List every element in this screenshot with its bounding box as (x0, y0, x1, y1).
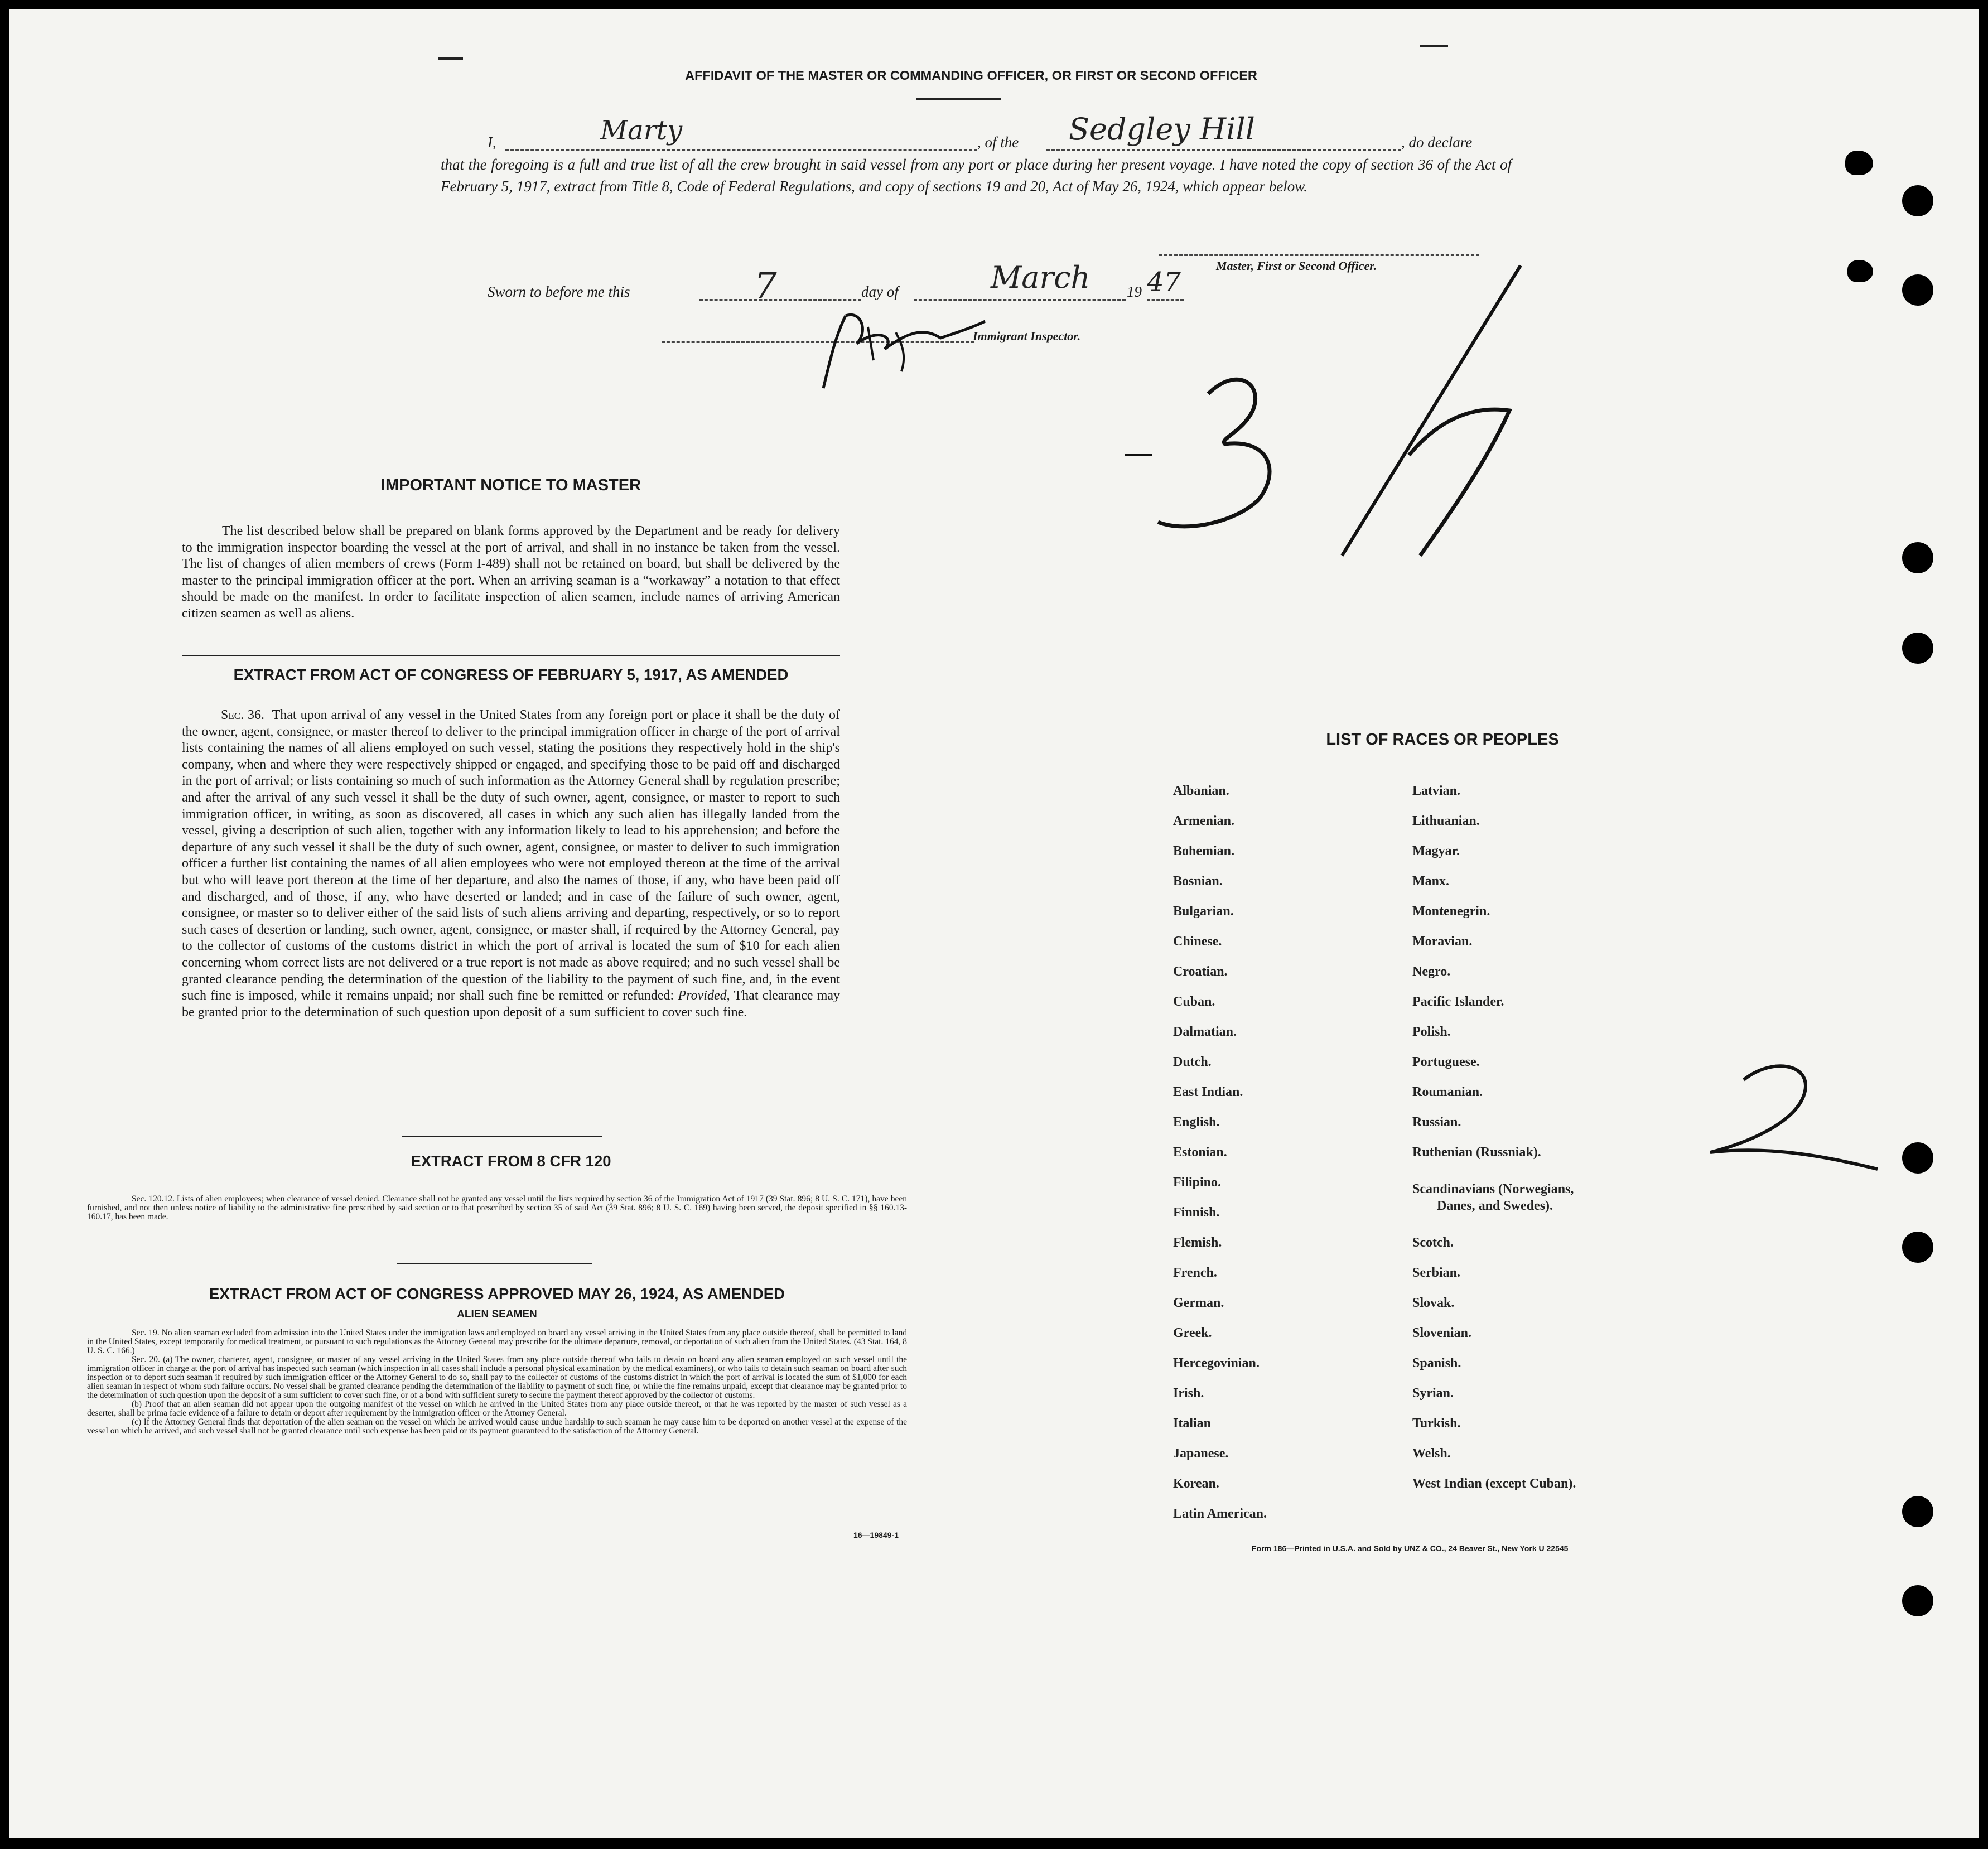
race-item: Dutch. (1173, 1055, 1212, 1069)
extract-1924-title: EXTRACT FROM ACT OF CONGRESS APPROVED MAY 26, 1924, AS AMENDED (209, 1285, 785, 1302)
race-item: Scotch. (1412, 1235, 1454, 1250)
notice-divider (182, 655, 840, 656)
binder-hole (1902, 185, 1933, 216)
affiant-name-line (505, 149, 977, 151)
race-item: Magyar. (1412, 844, 1460, 858)
race-item: Korean. (1173, 1476, 1219, 1491)
race-item: Negro. (1412, 964, 1451, 979)
binder-hole (1902, 633, 1933, 664)
vessel-name-line (1046, 149, 1401, 151)
extract-cfr-body: Sec. 120.12. Lists of alien employees; when clearance of vessel denied. Clearance shall not be granted any vessel until the lists required by section 36 of the Immigration Act of 1917 (39 Stat. 896; 8 U. S. C. 171), have been furnished, and not then unless notice of liability to the administrative fine prescribed by said section or to that prescribed by section 35 of said Act (39 Stat. 896; 8 U. S. C. 169) having been served, the deposit specified in §§ 160.13-160.17, has been made. (87, 1194, 907, 1222)
form-code: 16—19849-1 (853, 1531, 899, 1539)
race-item: French. (1173, 1266, 1217, 1280)
stray-mark (438, 57, 463, 60)
race-item: Russian. (1412, 1115, 1461, 1129)
race-item: Montenegrin. (1412, 904, 1490, 919)
binder-hole (1902, 1142, 1933, 1174)
sec-36-label: Sec. 36. (221, 708, 265, 722)
race-item: English. (1173, 1115, 1220, 1129)
cfr-divider-bottom (397, 1263, 592, 1264)
race-item: West Indian (except Cuban). (1412, 1476, 1576, 1491)
extract-1917-body (182, 707, 840, 1021)
race-item: Ruthenian (Russniak). (1412, 1145, 1541, 1160)
cfr-divider-top (402, 1136, 602, 1137)
extract-1917-title: EXTRACT FROM ACT OF CONGRESS OF FEBRUARY 5, 1917, AS AMENDED (233, 666, 789, 683)
race-item: Hercegovinian. (1173, 1356, 1260, 1370)
race-item: Latin American. (1173, 1507, 1267, 1521)
page-number-handwritten (1125, 254, 1548, 567)
inspector-signature (812, 293, 991, 394)
extract-cfr-title: EXTRACT FROM 8 CFR 120 (411, 1152, 611, 1170)
race-item: Pacific Islander. (1412, 994, 1504, 1009)
race-item: Bohemian. (1173, 844, 1235, 858)
binder-hole (1902, 274, 1933, 306)
sworn-day-handwritten: 7 (754, 265, 777, 307)
extract-1924-body (87, 1329, 907, 1436)
race-item: Danes, and Swedes). (1437, 1199, 1553, 1213)
race-item: Slovak. (1412, 1296, 1455, 1310)
race-item: Turkish. (1412, 1416, 1461, 1431)
race-item: Roumanian. (1412, 1085, 1483, 1099)
sworn-label: Sworn to before me this (488, 283, 630, 300)
race-item: Greek. (1173, 1326, 1212, 1340)
race-item: Cuban. (1173, 994, 1215, 1009)
race-item: Portuguese. (1412, 1055, 1480, 1069)
sec-20c-paragraph: (c) If the Attorney General finds that deportation of the alien seaman on the vessel on which he arrived would cause undue hardship to such seaman he may cause him to be deported on another vessel at the expense of the vessel on which he arrived, and such vessel shall not be granted clearance until such expense has been paid or its payment guaranteed to the satisfaction of the Attorney General. (87, 1417, 907, 1436)
vessel-name-handwritten: Sedgley Hill (1069, 112, 1255, 147)
proviso-text: That clearance may be granted prior to the determination of such question upon deposit of a sum sufficient to cover such fine. (182, 988, 841, 1020)
race-item: Bosnian. (1173, 874, 1223, 889)
affidavit-title: AFFIDAVIT OF THE MASTER OR COMMANDING OFFICER, OR FIRST OR SECOND OFFICER (685, 68, 1257, 83)
binder-hole (1902, 1232, 1933, 1263)
race-item: Estonian. (1173, 1145, 1227, 1160)
race-item: Irish. (1173, 1386, 1204, 1401)
race-item: Polish. (1412, 1025, 1451, 1039)
race-item: Flemish. (1173, 1235, 1222, 1250)
race-item: Filipino. (1173, 1175, 1222, 1190)
race-item: Croatian. (1173, 964, 1228, 979)
race-item: Scandinavians (Norwegians, (1412, 1182, 1574, 1196)
race-item: Spanish. (1412, 1356, 1461, 1370)
title-divider (916, 98, 1001, 100)
binder-hole (1902, 1496, 1933, 1527)
binder-hole (1847, 260, 1873, 282)
race-item: East Indian. (1173, 1085, 1243, 1099)
handwritten-2-mark (1699, 1058, 1883, 1180)
race-item: Slovenian. (1412, 1326, 1472, 1340)
extract-1924-subtitle: ALIEN SEAMEN (457, 1309, 537, 1320)
declare-label: , do declare (1401, 134, 1473, 151)
races-title: LIST OF RACES OR PEOPLES (1326, 731, 1559, 749)
race-item: Manx. (1412, 874, 1449, 889)
race-item: Moravian. (1412, 934, 1473, 949)
race-item: Serbian. (1412, 1266, 1461, 1280)
day-of-label: day of (861, 283, 899, 300)
race-item: Albanian. (1173, 784, 1229, 798)
race-item: Armenian. (1173, 814, 1234, 828)
race-item: German. (1173, 1296, 1224, 1310)
master-title: Master, First or Second Officer. (1216, 259, 1377, 273)
of-the-label: , of the (977, 134, 1019, 151)
year-prefix: 19 (1127, 283, 1142, 300)
binder-hole (1902, 542, 1933, 573)
sec-19-paragraph: Sec. 19. No alien seaman excluded from admission into the United States under the immigration laws and employed on board any vessel arriving in the United States from any place outside thereof, shall be permitted to land in the United States, except temporarily for medical treatment, or pursuant to such regulations as the Attorney General may prescribe for the ultimate departure, removal, or deportation of such alien from the United States. (43 Stat. 164, 8 U. S. C. 166.) (87, 1328, 907, 1355)
race-item: Finnish. (1173, 1205, 1220, 1220)
binder-hole (1902, 1585, 1933, 1616)
proviso-label: Provided, (678, 988, 730, 1003)
race-item: Japanese. (1173, 1446, 1229, 1461)
race-item: Chinese. (1173, 934, 1222, 949)
sec-20b-paragraph: (b) Proof that an alien seaman did not appear upon the outgoing manifest of the vessel on which he arrived in the United States from any place outside thereof, or that he was reported by the master of such vessel as a deserter, shall be prima facie evidence of a failure to detain or deport after requirement by the immigration officer or the Attorney General. (87, 1399, 907, 1418)
inspector-label: Immigrant Inspector. (973, 329, 1081, 343)
race-item: Dalmatian. (1173, 1025, 1237, 1039)
printer-footer: Form 186—Printed in U.S.A. and Sold by UNZ & CO., 24 Beaver St., New York U 22545 (1252, 1544, 1569, 1553)
affiant-name-handwritten: Marty (600, 115, 683, 146)
race-item: Italian (1173, 1416, 1212, 1431)
race-item: Lithuanian. (1412, 814, 1480, 828)
race-item: Syrian. (1412, 1386, 1454, 1401)
affidavit-declaration: that the foregoing is a full and true list of all the crew brought in said vessel from any port or place during her present voyage. I have noted the copy of section 36 of the Act of February 5, 1917, extract from Title 8, Code of Federal Regulations, and copy of sections 19 and 20, Act of May 26, 1924, which appear below. (441, 156, 1512, 195)
sworn-month-handwritten: March (991, 260, 1090, 295)
sec-20a-paragraph: Sec. 20. (a) The owner, charterer, agent, consignee, or master of any vessel arriving in the United States from any place outside thereof who fails to detain on board any alien seaman employed on such vessel until the immigration officer in charge at the port of arrival has inspected such seaman (which inspection in all cases shall include a personal physical examination by the medical examiners), or who fails to detain such seaman on board after such inspection or to deport such seaman if required by such immigration officer or the Attorney General to do so, shall pay to the collector of customs of the customs district in which the port of arrival is located the sum of $1,000 for each alien seaman in respect of whom such failure occurs. No vessel shall be granted clearance pending the determination of the liability to payment of such fine, or while the fine remains unpaid, except that clearance may be granted prior to the determination of such question upon the deposit of a sum sufficient to cover such fine, or of a bond with sufficient surety to secure the payment thereof approved by the collector of customs. (87, 1355, 907, 1400)
stray-mark (1420, 45, 1448, 47)
notice-body: The list described below shall be prepared on blank forms approved by the Department and be ready for delivery to the immigration inspector boarding the vessel at the port of arrival, and shall in no instance be taken from the vessel. The list of changes of alien members of crews (Form I-489) shall not be retained on board, but shall be delivered by the master to the principal immigration officer at the port. When an arriving seaman is a “workaway” a notation to that effect should be made on the manifest. In order to facilitate inspection of alien seamen, include names of arriving American citizen seamen as well as aliens. (182, 524, 840, 621)
sworn-year-handwritten: 47 (1147, 267, 1181, 298)
notice-title: IMPORTANT NOTICE TO MASTER (380, 476, 641, 494)
affiant-i-label: I, (488, 134, 496, 151)
document-page (9, 9, 1979, 1838)
sec-36-text: That upon arrival of any vessel in the United States from any foreign port or place it shall be the duty of the owner, agent, consignee, or master thereof to deliver to the principal immigration officer in charge of the port of arrival lists containing the names of all aliens employed on such vessel, stating the positions they respectively hold in the ship's company, when and where they were respectively shipped or engaged, and specifying those to be paid off and discharged in the port of arrival; or lists containing so much of such information as the Attorney General shall by regulation prescribe; and after the arrival of any such vessel it shall be the duty of such owner, agent, consignee, or master to report to such immigration officer, in writing, as soon as discovered, all cases in which any such alien has illegally landed from the vessel, giving a description of such alien, together with any information likely to lead to his apprehension; and before the departure of any such vessel it shall be the duty of such owner, agent, consignee, or master to deliver to such immigration officer a further list containing the names of all alien employees who were not employed thereon at the time of the arrival but who will leave port thereon at the time of her departure, and also the names of those, if any, who have been paid off and discharged, and of those, if any, who have deserted or landed; and in case of the failure of such owner, agent, consignee, or master so to deliver either of the said lists of such aliens arriving and departing, respectively, or so to report such cases of desertion or landing, such owner, agent, consignee, or master shall, if required by the Attorney General, pay to the collector of customs of the customs district in which the port of arrival is located the sum of $10 for each alien concerning whom correct lists are not delivered or a true report is not made as above required; and no such vessel shall be granted clearance pending the determination of the question of the liability to the payment of such fine, and, in the event such fine is imposed, while it remains unpaid; nor shall such fine be remitted or refunded: (182, 708, 840, 1003)
race-item: Latvian. (1412, 784, 1461, 798)
race-item: Bulgarian. (1173, 904, 1234, 919)
race-item: Welsh. (1412, 1446, 1451, 1461)
binder-hole (1845, 151, 1873, 175)
